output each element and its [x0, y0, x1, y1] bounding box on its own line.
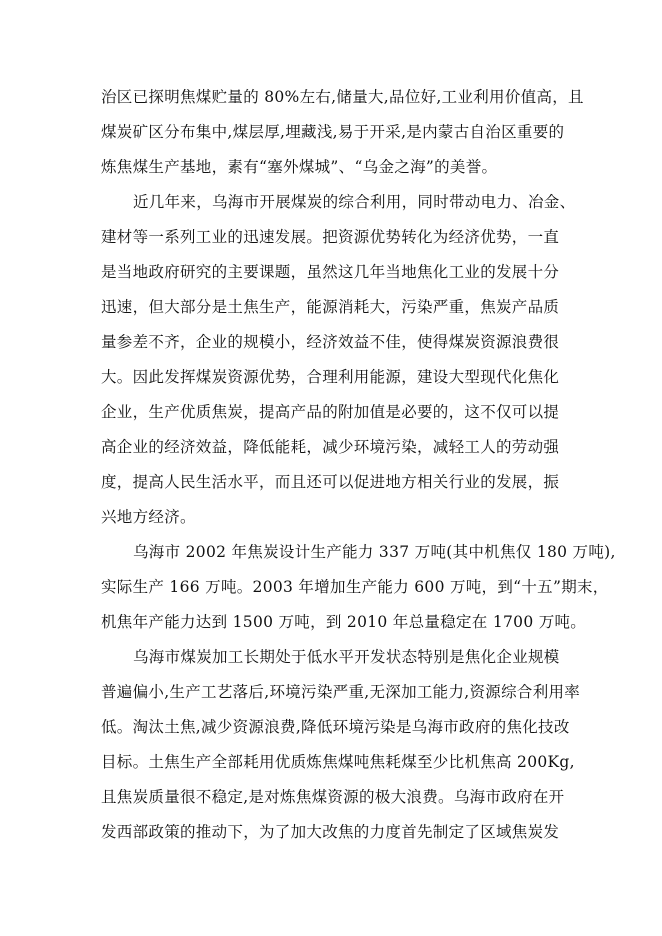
text-line: 且焦炭质量很不稳定,是对炼焦煤资源的极大浪费。乌海市政府在开 — [101, 788, 565, 806]
text-line: 机焦年产能力达到 1500 万吨，到 2010 年总量稳定在 1700 万吨。 — [101, 613, 587, 631]
text-line: 高企业的经济效益，降低能耗，减少环境污染，减轻工人的劳动强 — [101, 438, 560, 456]
text-line: 目标。土焦生产全部耗用优质炼焦煤吨焦耗煤至少比机焦高 200Kg, — [101, 753, 575, 771]
text-line: 度，提高人民生活水平，而且还可以促进地方相关行业的发展，振 — [101, 473, 560, 491]
text-line: 兴地方经济。 — [101, 508, 196, 526]
text-line: 企业，生产优质焦炭，提高产品的附加值是必要的，这不仅可以提 — [101, 403, 560, 421]
text-line: 实际生产 166 万吨。2003 年增加生产能力 600 万吨，到“十五”期末， — [101, 578, 609, 596]
text-line: 发西部政策的推动下，为了加大改焦的力度首先制定了区域焦炭发 — [101, 823, 560, 841]
text-line: 治区已探明焦煤贮量的 80%左右,储量大,品位好,工业利用价值高，且 — [101, 88, 584, 106]
text-line: 煤炭矿区分布集中,煤层厚,埋藏浅,易于开采,是内蒙古自治区重要的 — [101, 123, 565, 141]
text-line: 迅速，但大部分是土焦生产，能源消耗大，污染严重，焦炭产品质 — [101, 298, 560, 316]
text-line: 近几年来，乌海市开展煤炭的综合利用，同时带动电力、冶金、 — [133, 193, 576, 211]
text-line: 大。因此发挥煤炭资源优势，合理利用能源，建设大型现代化焦化 — [101, 368, 560, 386]
text-line: 乌海市 2002 年焦炭设计生产能力 337 万吨(其中机焦仅 180 万吨), — [133, 543, 616, 561]
text-line: 是当地政府研究的主要课题，虽然这几年当地焦化工业的发展十分 — [101, 263, 560, 281]
text-line: 乌海市煤炭加工长期处于低水平开发状态特别是焦化企业规模 — [133, 648, 560, 666]
text-line: 炼焦煤生产基地，素有“塞外煤城”、“乌金之海”的美誉。 — [101, 158, 498, 176]
text-line: 普遍偏小,生产工艺落后,环境污染严重,无深加工能力,资源综合利用率 — [101, 683, 581, 701]
text-line: 低。淘汰土焦,减少资源浪费,降低环境污染是乌海市政府的焦化技改 — [101, 718, 570, 736]
text-line: 量参差不齐，企业的规模小，经济效益不佳，使得煤炭资源浪费很 — [101, 333, 560, 351]
text-line: 建材等一系列工业的迅速发展。把资源优势转化为经济优势，一直 — [101, 228, 560, 246]
